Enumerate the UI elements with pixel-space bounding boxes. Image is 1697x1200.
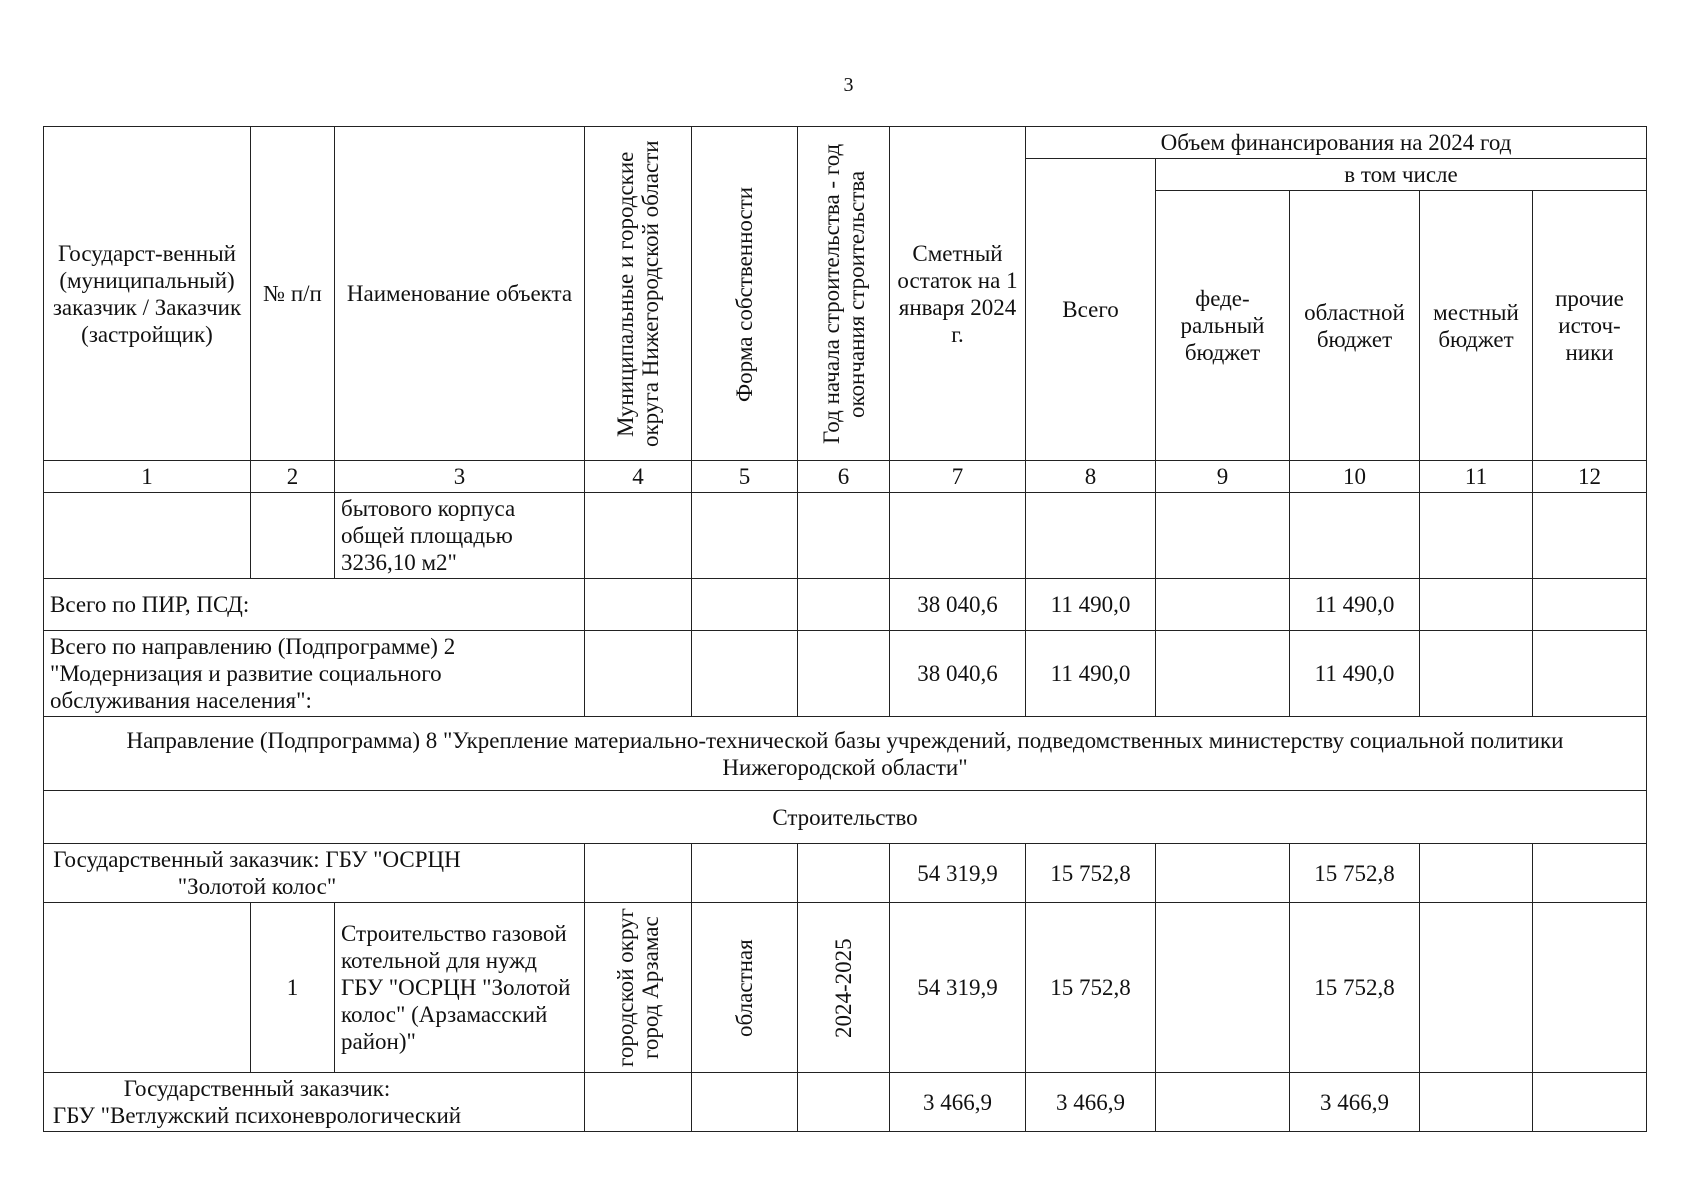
header-district (585, 127, 692, 461)
column-number: 6 (798, 461, 890, 493)
column-number: 8 (1026, 461, 1156, 493)
header-row-1 (44, 127, 1647, 159)
table-row-construction (44, 791, 1647, 844)
object1-estimate: 54 319,9 (890, 903, 1026, 1073)
table-row-customer-zolotoy (44, 844, 1647, 903)
header-number: № п/п (251, 127, 335, 461)
customer-zolotoy-regional: 15 752,8 (1290, 844, 1420, 903)
customer-vetluga-regional: 3 466,9 (1290, 1073, 1420, 1132)
total-subprogram2-label: Всего по направлению (Подпрограмме) 2 "Модернизация и развитие социального обслуживания населения": (44, 631, 585, 717)
header-district-text: Муниципальные и городские округа Нижегородской области (613, 140, 663, 447)
customer-zolotoy-total: 15 752,8 (1026, 844, 1156, 903)
object1-district (585, 903, 692, 1073)
total-pir-total: 11 490,0 (1026, 579, 1156, 631)
column-number: 4 (585, 461, 692, 493)
object1-years-text: 2024-2025 (831, 937, 856, 1038)
column-number: 3 (335, 461, 585, 493)
construction-heading: Строительство (44, 791, 1647, 844)
object1-ownership-text: областная (732, 938, 757, 1037)
customer-vetluga-line2: ГБУ "Ветлужский психоневрологический (52, 1103, 462, 1128)
total-subprogram2-total: 11 490,0 (1026, 631, 1156, 717)
object1-regional: 15 752,8 (1290, 903, 1420, 1073)
customer-vetluga-total: 3 466,9 (1026, 1073, 1156, 1132)
column-number: 9 (1156, 461, 1290, 493)
total-pir-estimate: 38 040,6 (890, 579, 1026, 631)
header-estimate: Сметный остаток на 1 января 2024 г. (890, 127, 1026, 461)
customer-zolotoy-estimate: 54 319,9 (890, 844, 1026, 903)
column-number: 11 (1420, 461, 1533, 493)
header-years (798, 127, 890, 461)
object1-name: Строительство газовой котельной для нужд ГБУ "ОСРЦН "Золотой колос" (Арзамасский район)" (335, 903, 585, 1073)
total-pir-label: Всего по ПИР, ПСД: (44, 579, 585, 631)
header-local: местный бюджет (1420, 191, 1533, 461)
table-row-continuation (44, 493, 1647, 579)
header-including: в том числе (1156, 159, 1647, 191)
total-pir-regional: 11 490,0 (1290, 579, 1420, 631)
column-number: 10 (1290, 461, 1420, 493)
column-numbers-row (44, 461, 1647, 493)
total-subprogram2-regional: 11 490,0 (1290, 631, 1420, 717)
column-number: 5 (692, 461, 798, 493)
table-row-object1 (44, 903, 1647, 1073)
customer-vetluga-label (44, 1073, 585, 1132)
page-number: 3 (843, 74, 854, 96)
header-regional: областной бюджет (1290, 191, 1420, 461)
total-subprogram2-estimate: 38 040,6 (890, 631, 1026, 717)
header-years-text: Год начала строительства - год окончания строительства (818, 143, 869, 444)
column-number: 2 (251, 461, 335, 493)
header-funding-group: Объем финансирования на 2024 год (1026, 127, 1647, 159)
table-row-total-pir (44, 579, 1647, 631)
header-customer: Государст-венный (муниципальный) заказчик / Заказчик (застройщик) (44, 127, 251, 461)
table-row-total-subprogram2 (44, 631, 1647, 717)
object-name-continuation: бытового корпуса общей площадью 3236,10 м2" (335, 493, 585, 579)
column-number: 7 (890, 461, 1026, 493)
column-number: 12 (1533, 461, 1647, 493)
customer-zolotoy-label: Государственный заказчик: ГБУ "ОСРЦН "Золотой колос" (44, 844, 585, 903)
header-total: Всего (1026, 159, 1156, 461)
object1-district-text: городской округ город Арзамас (613, 908, 663, 1067)
subprogram8-heading: Направление (Подпрограмма) 8 "Укрепление материально-технической базы учреждений, подведомственных министерству социальной политики Нижегородской области" (44, 717, 1647, 791)
customer-vetluga-estimate: 3 466,9 (890, 1073, 1026, 1132)
column-number: 1 (44, 461, 251, 493)
table-row-subprogram8 (44, 717, 1647, 791)
header-object-name: Наименование объекта (335, 127, 585, 461)
object1-number: 1 (251, 903, 335, 1073)
table-row-customer-vetluga (44, 1073, 1647, 1132)
customer-vetluga-line1: Государственный заказчик: (123, 1076, 391, 1101)
object1-ownership (692, 903, 798, 1073)
header-federal: феде-ральный бюджет (1156, 191, 1290, 461)
funding-table (43, 126, 1647, 1132)
header-ownership-text: Форма собственности (732, 185, 757, 402)
header-other: прочие источ-ники (1533, 191, 1647, 461)
object1-years (798, 903, 890, 1073)
object1-total: 15 752,8 (1026, 903, 1156, 1073)
header-ownership (692, 127, 798, 461)
